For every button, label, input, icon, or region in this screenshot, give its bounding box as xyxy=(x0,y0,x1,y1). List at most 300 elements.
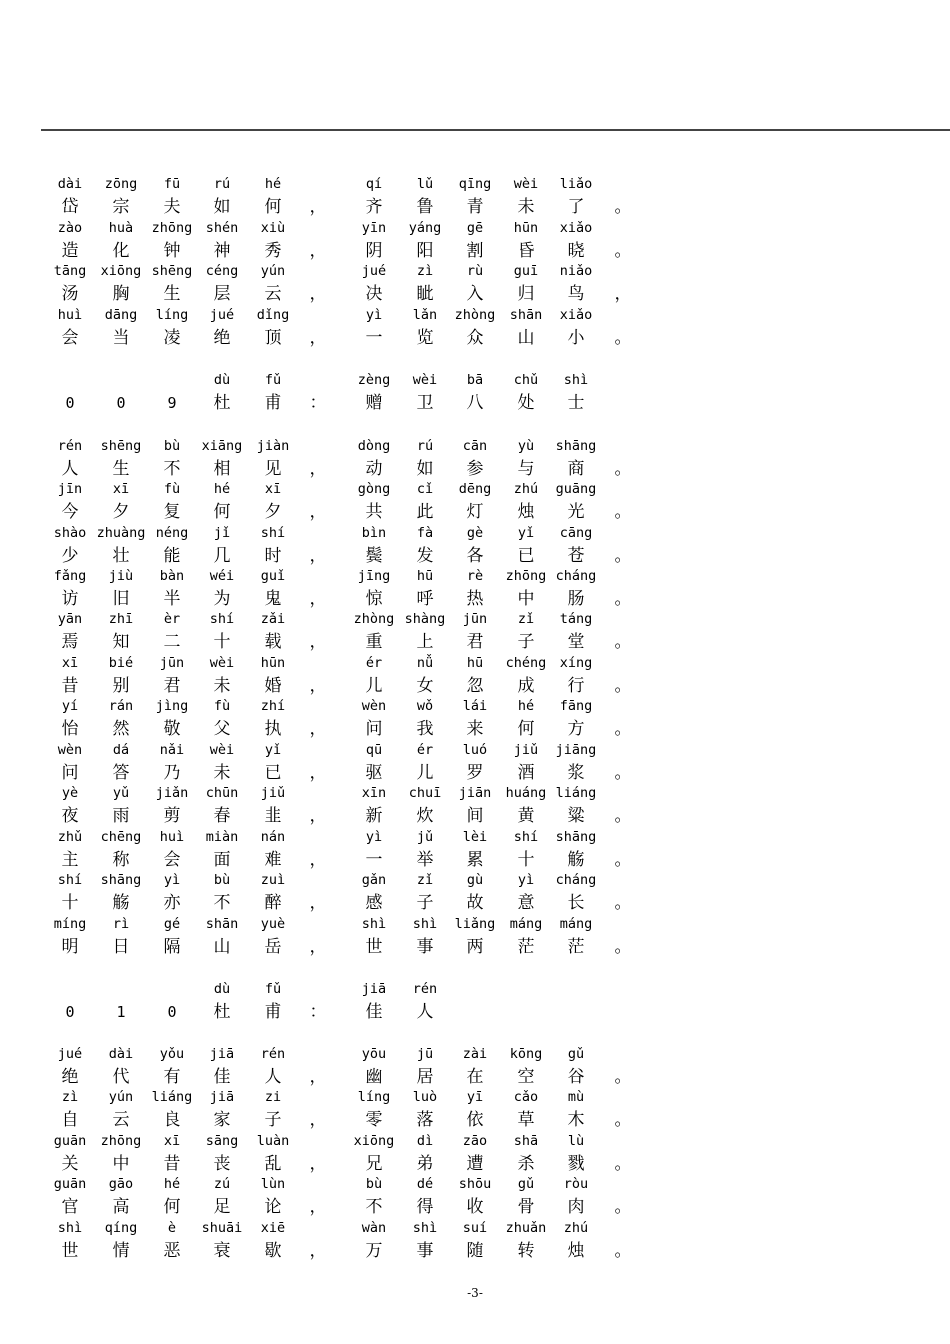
title-colon: ： xyxy=(309,393,327,413)
pinyin-syllable: zài xyxy=(462,1046,488,1062)
hanzi-character: 举 xyxy=(416,850,434,870)
hanzi-character: 执 xyxy=(264,719,282,739)
pinyin-syllable: luàn xyxy=(256,1133,290,1149)
hanzi-character: 关 xyxy=(61,1154,79,1174)
pinyin-syllable: bìn xyxy=(361,525,387,541)
pinyin-syllable: suí xyxy=(462,1220,488,1236)
hanzi-character: 不 xyxy=(163,459,181,479)
hanzi-character: 转 xyxy=(517,1241,535,1261)
pinyin-syllable: bié xyxy=(108,655,134,671)
pinyin-syllable: dāng xyxy=(104,307,138,323)
pinyin-syllable: hé xyxy=(517,698,535,714)
pinyin-syllable: wèn xyxy=(361,698,387,714)
hanzi-character: 知 xyxy=(112,632,130,652)
pinyin-syllable: guāng xyxy=(555,481,597,497)
pinyin-syllable: fǔ xyxy=(264,981,282,997)
pinyin-syllable: táng xyxy=(559,611,593,627)
pinyin-syllable: xī xyxy=(112,481,130,497)
pinyin-syllable: chuī xyxy=(408,785,442,801)
pinyin-syllable: zi xyxy=(264,1089,282,1105)
pinyin-syllable: ròu xyxy=(563,1176,589,1192)
pinyin-syllable: liǎng xyxy=(454,916,496,932)
hanzi-character: 眦 xyxy=(416,284,434,304)
poem-number-digit: 9 xyxy=(167,394,177,412)
mid-punctuation: ， xyxy=(309,241,327,261)
hanzi-character: 此 xyxy=(416,502,434,522)
pinyin-syllable: jū xyxy=(416,1046,434,1062)
hanzi-character: 人 xyxy=(61,459,79,479)
hanzi-character: 未 xyxy=(213,763,231,783)
hanzi-character: 长 xyxy=(567,893,585,913)
hanzi-character: 觞 xyxy=(567,850,585,870)
hanzi-character: 十 xyxy=(61,893,79,913)
hanzi-character: 宗 xyxy=(112,197,130,217)
hanzi-character: 十 xyxy=(213,632,231,652)
pinyin-syllable: dá xyxy=(112,742,130,758)
pinyin-syllable: nǎi xyxy=(159,742,185,758)
pinyin-syllable: zhú xyxy=(563,1220,589,1236)
pinyin-syllable: xíng xyxy=(559,655,593,671)
pinyin-syllable: yì xyxy=(365,307,383,323)
pinyin-syllable: guān xyxy=(53,1176,87,1192)
pinyin-syllable: rén xyxy=(412,981,438,997)
hanzi-character: 灯 xyxy=(466,502,484,522)
hanzi-character: 论 xyxy=(264,1197,282,1217)
pinyin-syllable: lèi xyxy=(462,829,488,845)
pinyin-syllable: miàn xyxy=(205,829,239,845)
hanzi-character: 一 xyxy=(365,328,383,348)
pinyin-syllable: cān xyxy=(462,438,488,454)
hanzi-character: 酒 xyxy=(517,763,535,783)
pinyin-syllable: shì xyxy=(361,916,387,932)
pinyin-syllable: yù xyxy=(517,438,535,454)
hanzi-character: 婚 xyxy=(264,676,282,696)
pinyin-syllable: yí xyxy=(61,698,79,714)
hanzi-character: 零 xyxy=(365,1110,383,1130)
pinyin-syllable: yǐ xyxy=(264,742,282,758)
hanzi-character: 骨 xyxy=(517,1197,535,1217)
pinyin-syllable: shā xyxy=(513,1133,539,1149)
hanzi-character: 醉 xyxy=(264,893,282,913)
mid-punctuation: ， xyxy=(309,1241,327,1261)
poem-number-digit: 0 xyxy=(65,394,75,412)
pinyin-syllable: shí xyxy=(209,611,235,627)
pinyin-syllable: yī xyxy=(466,1089,484,1105)
hanzi-character: 共 xyxy=(365,502,383,522)
pinyin-syllable: rán xyxy=(108,698,134,714)
hanzi-character: 君 xyxy=(163,676,181,696)
pinyin-syllable: wèn xyxy=(57,742,83,758)
mid-punctuation: ， xyxy=(309,1197,327,1217)
hanzi-character: 会 xyxy=(61,328,79,348)
pinyin-syllable: rù xyxy=(466,263,484,279)
hanzi-character: 二 xyxy=(163,632,181,652)
pinyin-syllable: shì xyxy=(412,1220,438,1236)
hanzi-character: 壮 xyxy=(112,546,130,566)
pinyin-syllable: cǐ xyxy=(416,481,434,497)
hanzi-character: 茫 xyxy=(517,937,535,957)
pinyin-syllable: zǎi xyxy=(260,611,286,627)
hanzi-character: 依 xyxy=(466,1110,484,1130)
pinyin-syllable: xī xyxy=(264,481,282,497)
hanzi-character: 足 xyxy=(213,1197,231,1217)
pinyin-syllable: shí xyxy=(57,872,83,888)
pinyin-syllable: zǐ xyxy=(416,872,434,888)
pinyin-syllable: xiōng xyxy=(100,263,142,279)
end-punctuation: 。 xyxy=(614,328,632,348)
hanzi-character: 罗 xyxy=(466,763,484,783)
hanzi-character: 子 xyxy=(416,893,434,913)
hanzi-character: 山 xyxy=(517,328,535,348)
pinyin-syllable: bā xyxy=(466,372,484,388)
pinyin-syllable: gē xyxy=(466,220,484,236)
pinyin-syllable: zǐ xyxy=(517,611,535,627)
hanzi-character: 剪 xyxy=(163,806,181,826)
hanzi-character: 家 xyxy=(213,1110,231,1130)
pinyin-syllable: gǔ xyxy=(567,1046,585,1062)
pinyin-syllable: huì xyxy=(159,829,185,845)
pinyin-syllable: jiǎn xyxy=(155,785,189,801)
hanzi-character: 堂 xyxy=(567,632,585,652)
pinyin-syllable: chēng xyxy=(100,829,142,845)
pinyin-syllable: lǔ xyxy=(416,176,434,192)
pinyin-syllable: wàn xyxy=(361,1220,387,1236)
hanzi-character: 日 xyxy=(112,937,130,957)
hanzi-character: 新 xyxy=(365,806,383,826)
title-colon: ： xyxy=(309,1002,327,1022)
pinyin-syllable: dǐng xyxy=(256,307,290,323)
pinyin-syllable: zèng xyxy=(357,372,391,388)
hanzi-character: 兄 xyxy=(365,1154,383,1174)
pinyin-syllable: yuè xyxy=(260,916,286,932)
hanzi-character: 云 xyxy=(264,284,282,304)
end-punctuation: 。 xyxy=(614,589,632,609)
hanzi-character: 昔 xyxy=(163,1154,181,1174)
hanzi-character: 亦 xyxy=(163,893,181,913)
pinyin-syllable: ér xyxy=(416,742,434,758)
pinyin-syllable: zhòng xyxy=(353,611,395,627)
hanzi-character: 丧 xyxy=(213,1154,231,1174)
hanzi-character: 黄 xyxy=(517,806,535,826)
pinyin-syllable: hū xyxy=(466,655,484,671)
hanzi-character: 苍 xyxy=(567,546,585,566)
pinyin-syllable: wèi xyxy=(209,655,235,671)
pinyin-syllable: shēng xyxy=(151,263,193,279)
pinyin-syllable: yún xyxy=(108,1089,134,1105)
pinyin-syllable: dì xyxy=(416,1133,434,1149)
hanzi-character: 割 xyxy=(466,241,484,261)
hanzi-character: 一 xyxy=(365,850,383,870)
hanzi-character: 鬼 xyxy=(264,589,282,609)
hanzi-character: 人 xyxy=(264,1067,282,1087)
hanzi-character: 万 xyxy=(365,1241,383,1261)
mid-punctuation: ， xyxy=(309,1067,327,1087)
pinyin-syllable: shén xyxy=(205,220,239,236)
pinyin-syllable: liǎo xyxy=(559,176,593,192)
mid-punctuation: ， xyxy=(309,284,327,304)
hanzi-character: 恶 xyxy=(163,1241,181,1261)
pinyin-syllable: zhī xyxy=(108,611,134,627)
pinyin-syllable: dé xyxy=(416,1176,434,1192)
pinyin-syllable: dòng xyxy=(357,438,391,454)
hanzi-character: 故 xyxy=(466,893,484,913)
pinyin-syllable: lǎn xyxy=(412,307,438,323)
pinyin-syllable: huì xyxy=(57,307,83,323)
pinyin-syllable: shàng xyxy=(404,611,446,627)
pinyin-syllable: líng xyxy=(357,1089,391,1105)
title-character: 赠 xyxy=(365,393,383,413)
hanzi-character: 女 xyxy=(416,676,434,696)
hanzi-character: 世 xyxy=(365,937,383,957)
pinyin-syllable: fù xyxy=(213,698,231,714)
hanzi-character: 遭 xyxy=(466,1154,484,1174)
hanzi-character: 事 xyxy=(416,1241,434,1261)
pinyin-syllable: luò xyxy=(412,1089,438,1105)
pinyin-syllable: èr xyxy=(163,611,181,627)
pinyin-syllable: dài xyxy=(57,176,83,192)
pinyin-syllable: jūn xyxy=(159,655,185,671)
pinyin-syllable: luó xyxy=(462,742,488,758)
hanzi-character: 相 xyxy=(213,459,231,479)
hanzi-character: 不 xyxy=(365,1197,383,1217)
pinyin-syllable: zú xyxy=(213,1176,231,1192)
pinyin-syllable: jìng xyxy=(155,698,189,714)
hanzi-character: 官 xyxy=(61,1197,79,1217)
hanzi-character: 上 xyxy=(416,632,434,652)
hanzi-character: 儿 xyxy=(365,676,383,696)
hanzi-character: 肠 xyxy=(567,589,585,609)
hanzi-character: 中 xyxy=(112,1154,130,1174)
hanzi-character: 落 xyxy=(416,1110,434,1130)
hanzi-character: 未 xyxy=(213,676,231,696)
pinyin-syllable: yì xyxy=(163,872,181,888)
hanzi-character: 茫 xyxy=(567,937,585,957)
hanzi-character: 烛 xyxy=(567,1241,585,1261)
mid-punctuation: ， xyxy=(309,763,327,783)
pinyin-syllable: shāng xyxy=(555,829,597,845)
title-character: 士 xyxy=(567,393,585,413)
hanzi-character: 累 xyxy=(466,850,484,870)
hanzi-character: 方 xyxy=(567,719,585,739)
pinyin-syllable: yǒu xyxy=(159,1046,185,1062)
hanzi-character: 间 xyxy=(466,806,484,826)
hanzi-character: 自 xyxy=(61,1110,79,1130)
mid-punctuation: ， xyxy=(309,632,327,652)
pinyin-syllable: bù xyxy=(213,872,231,888)
hanzi-character: 答 xyxy=(112,763,130,783)
hanzi-character: 肉 xyxy=(567,1197,585,1217)
hanzi-character: 生 xyxy=(112,459,130,479)
pinyin-syllable: fǎng xyxy=(53,568,87,584)
pinyin-syllable: jiù xyxy=(108,568,134,584)
hanzi-character: 惊 xyxy=(365,589,383,609)
pinyin-syllable: hé xyxy=(264,176,282,192)
pinyin-syllable: zhōng xyxy=(505,568,547,584)
pinyin-syllable: bù xyxy=(365,1176,383,1192)
hanzi-character: 钟 xyxy=(163,241,181,261)
hanzi-character: 乱 xyxy=(264,1154,282,1174)
hanzi-character: 夕 xyxy=(112,502,130,522)
hanzi-character: 绝 xyxy=(213,328,231,348)
hanzi-character: 神 xyxy=(213,241,231,261)
pinyin-syllable: jué xyxy=(57,1046,83,1062)
hanzi-character: 已 xyxy=(517,546,535,566)
pinyin-syllable: jǐ xyxy=(213,525,231,541)
hanzi-character: 热 xyxy=(466,589,484,609)
pinyin-syllable: shuāi xyxy=(201,1220,243,1236)
mid-punctuation: ， xyxy=(309,937,327,957)
pinyin-syllable: shān xyxy=(205,916,239,932)
pinyin-syllable: chūn xyxy=(205,785,239,801)
hanzi-character: 敬 xyxy=(163,719,181,739)
title-character: 卫 xyxy=(416,393,434,413)
pinyin-syllable: cǎo xyxy=(513,1089,539,1105)
pinyin-syllable: ér xyxy=(365,655,383,671)
hanzi-character: 夫 xyxy=(163,197,181,217)
pinyin-syllable: bù xyxy=(163,438,181,454)
hanzi-character: 子 xyxy=(517,632,535,652)
hanzi-character: 化 xyxy=(112,241,130,261)
pinyin-syllable: jiān xyxy=(458,785,492,801)
hanzi-character: 晓 xyxy=(567,241,585,261)
end-punctuation: 。 xyxy=(614,806,632,826)
pinyin-syllable: zuì xyxy=(260,872,286,888)
end-punctuation: 。 xyxy=(614,1154,632,1174)
end-punctuation: 。 xyxy=(614,197,632,217)
hanzi-character: 阴 xyxy=(365,241,383,261)
pinyin-syllable: hū xyxy=(416,568,434,584)
pinyin-syllable: jīng xyxy=(357,568,391,584)
hanzi-character: 焉 xyxy=(61,632,79,652)
hanzi-character: 夜 xyxy=(61,806,79,826)
pinyin-syllable: hé xyxy=(163,1176,181,1192)
pinyin-syllable: huà xyxy=(108,220,134,236)
hanzi-character: 半 xyxy=(163,589,181,609)
pinyin-syllable: dù xyxy=(213,981,231,997)
hanzi-character: 入 xyxy=(466,284,484,304)
pinyin-syllable: jiā xyxy=(361,981,387,997)
hanzi-character: 旧 xyxy=(112,589,130,609)
pinyin-syllable: bàn xyxy=(159,568,185,584)
hanzi-character: 览 xyxy=(416,328,434,348)
pinyin-syllable: shān xyxy=(509,307,543,323)
hanzi-character: 然 xyxy=(112,719,130,739)
pinyin-syllable: lù xyxy=(567,1133,585,1149)
pinyin-syllable: zì xyxy=(416,263,434,279)
hanzi-character: 何 xyxy=(163,1197,181,1217)
pinyin-syllable: gé xyxy=(163,916,181,932)
hanzi-character: 复 xyxy=(163,502,181,522)
hanzi-character: 父 xyxy=(213,719,231,739)
poem-number-digit: 0 xyxy=(167,1003,177,1021)
hanzi-character: 何 xyxy=(517,719,535,739)
pinyin-syllable: gù xyxy=(466,872,484,888)
pinyin-syllable: sāng xyxy=(205,1133,239,1149)
hanzi-character: 如 xyxy=(213,197,231,217)
hanzi-character: 顶 xyxy=(264,328,282,348)
hanzi-character: 归 xyxy=(517,284,535,304)
pinyin-syllable: qí xyxy=(365,176,383,192)
hanzi-character: 春 xyxy=(213,806,231,826)
pinyin-syllable: liáng xyxy=(555,785,597,801)
pinyin-syllable: gè xyxy=(466,525,484,541)
mid-punctuation: ， xyxy=(309,850,327,870)
hanzi-character: 草 xyxy=(517,1110,535,1130)
hanzi-character: 君 xyxy=(466,632,484,652)
hanzi-character: 我 xyxy=(416,719,434,739)
pinyin-syllable: shōu xyxy=(458,1176,492,1192)
hanzi-character: 隔 xyxy=(163,937,181,957)
hanzi-character: 怡 xyxy=(61,719,79,739)
hanzi-character: 参 xyxy=(466,459,484,479)
end-punctuation: 。 xyxy=(614,850,632,870)
end-punctuation: 。 xyxy=(614,719,632,739)
pinyin-syllable: fāng xyxy=(559,698,593,714)
pinyin-syllable: mù xyxy=(567,1089,585,1105)
hanzi-character: 光 xyxy=(567,502,585,522)
hanzi-character: 炊 xyxy=(416,806,434,826)
hanzi-character: 乃 xyxy=(163,763,181,783)
hanzi-character: 小 xyxy=(567,328,585,348)
hanzi-character: 忽 xyxy=(466,676,484,696)
hanzi-character: 未 xyxy=(517,197,535,217)
hanzi-character: 良 xyxy=(163,1110,181,1130)
pinyin-syllable: zōng xyxy=(104,176,138,192)
pinyin-syllable: jiā xyxy=(209,1046,235,1062)
hanzi-character: 驱 xyxy=(365,763,383,783)
end-punctuation: 。 xyxy=(614,459,632,479)
pinyin-syllable: wǒ xyxy=(416,698,434,714)
end-punctuation: 。 xyxy=(614,893,632,913)
mid-punctuation: ， xyxy=(309,676,327,696)
hanzi-character: 面 xyxy=(213,850,231,870)
mid-punctuation: ， xyxy=(309,502,327,522)
pinyin-syllable: xiù xyxy=(260,220,286,236)
hanzi-character: 凌 xyxy=(163,328,181,348)
hanzi-character: 木 xyxy=(567,1110,585,1130)
pinyin-syllable: xiāng xyxy=(201,438,243,454)
pinyin-syllable: zhōng xyxy=(100,1133,142,1149)
hanzi-character: 事 xyxy=(416,937,434,957)
hanzi-character: 浆 xyxy=(567,763,585,783)
hanzi-character: 粱 xyxy=(567,806,585,826)
pinyin-syllable: máng xyxy=(559,916,593,932)
pinyin-syllable: céng xyxy=(205,263,239,279)
pinyin-syllable: zhǔ xyxy=(57,829,83,845)
pinyin-syllable: jiāng xyxy=(555,742,597,758)
hanzi-character: 随 xyxy=(466,1241,484,1261)
pinyin-syllable: fà xyxy=(416,525,434,541)
pinyin-syllable: fù xyxy=(163,481,181,497)
hanzi-character: 发 xyxy=(416,546,434,566)
hanzi-character: 空 xyxy=(517,1067,535,1087)
hanzi-character: 如 xyxy=(416,459,434,479)
end-punctuation: ， xyxy=(614,284,632,304)
pinyin-syllable: zhuàng xyxy=(96,525,146,541)
hanzi-character: 世 xyxy=(61,1241,79,1261)
pinyin-syllable: wèi xyxy=(412,372,438,388)
mid-punctuation: ， xyxy=(309,459,327,479)
author-character: 杜 xyxy=(213,393,231,413)
end-punctuation: 。 xyxy=(614,502,632,522)
mid-punctuation: ， xyxy=(309,1154,327,1174)
hanzi-character: 昔 xyxy=(61,676,79,696)
hanzi-character: 主 xyxy=(61,850,79,870)
hanzi-character: 为 xyxy=(213,589,231,609)
pinyin-syllable: yì xyxy=(517,872,535,888)
end-punctuation: 。 xyxy=(614,1241,632,1261)
hanzi-character: 呼 xyxy=(416,589,434,609)
